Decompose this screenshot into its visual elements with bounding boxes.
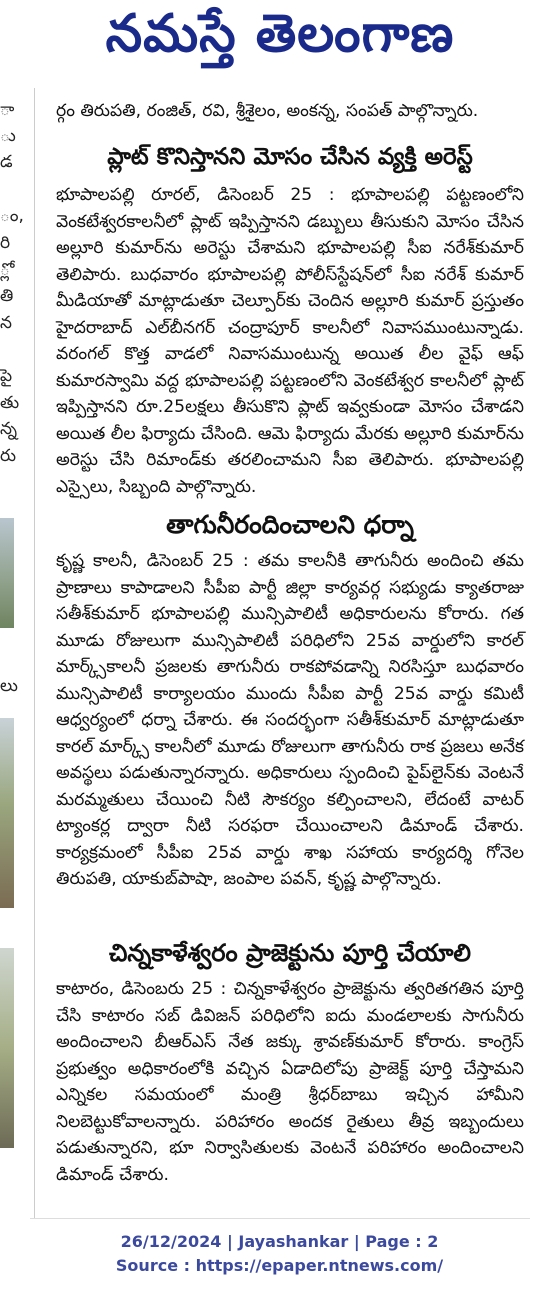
fragment: రి [0,233,11,253]
photo-fragment [0,518,14,628]
article-2 [56,508,524,893]
masthead-title: నమస్తే తెలంగాణ [105,3,455,64]
headline: ప్లాట్ కొనిస్తానని మోసం చేసిన వ్యక్తి అరెస్ట్ [107,144,473,170]
fragment: న్న [0,419,17,439]
fragment: ్లో [0,260,10,280]
fragment: తి [0,286,14,306]
fragment: పై [0,366,13,386]
headline: చిన్నకాళేశ్వరం ప్రాజెక్టును పూర్తి చేయాలి [108,939,472,967]
article-1 [56,140,524,500]
carryover-text [56,98,524,125]
photo-fragment [0,948,14,1148]
adjacent-column-strip [0,88,30,1218]
fragment: ం, [0,206,24,226]
article-3 [56,936,524,1188]
carryover-paragraph: ర్గం తిరుపతి, రంజిత్, రవి, శ్రీశైలం, అంకన్న, సంపత్ పాల్గొన్నారు. [56,101,479,121]
footer-dateline: 26/12/2024 | Jayashankar | Page : 2 [120,1232,439,1251]
footer-divider [30,1218,530,1219]
fragment: ా [0,100,15,120]
fragment: లు [0,676,18,696]
column-divider [34,88,35,1218]
photo-fragment [0,718,14,908]
article-body: కృష్ణ కాలనీ, డిసెంబర్ 25 : తమ కాలనీకి తాగునీరు అందించి తమ ప్రాణాలు కాపాడాలని సీపీఐ పార్టీ జిల్లా కార్యవర్గ సభ్యుడు క్యాతరాజు సతీశ్‌కుమార్ భూపాలపల్లి మున్సిపాలిటీ అధికారులను కోరారు. గత మూడు రోజులుగా మున్సిపాలిటీ పరిధిలోని 25వ వార్డులోని కారల్ మార్క్స్‌కాలనీ ప్రజలకు తాగునీరు రాకపోవడాన్ని నిరసిస్తూ బుధవారం మున్సిపాలిటీ కార్యాలయం ముందు సీపీఐ పార్టీ 25వ వార్డు కమిటీ ఆధ్వర్యంలో ధర్నా చేశారు. ఈ సందర్భంగా సతీశ్‌కుమార్ మాట్లాడుతూ కారల్ మార్క్స్ కాలనీలో మూడు రోజులుగా తాగునీరు రాక ప్రజలు అనేక అవస్థలు పడుతున్నారన్నారు. అధికారులు స్పందించి పైప్‌లైన్‌కు వెంటనే మరమ్మతులు చేయించి నీటి సౌకర్యం కల్పించాలని, లేదంటే వాటర్ ట్యాంకర్ల ద్వారా నీటి సరఫరా చేయించాలని డిమాండ్ చేశారు. కార్యక్రమంలో సీపీఐ 25వ వార్డు శాఖ సహాయ కార్యదర్శి గోనెల తిరుపతి, యాకుబ్‌పాషా, జంపాల పవన్, కృష్ణ పాల్గొన్నారు. [56,551,524,889]
headline: తాగునీరందించాలని ధర్నా [166,510,414,539]
fragment: తు [0,393,20,413]
masthead-logo [40,0,520,80]
fragment: న [0,313,12,333]
footer-source: Source : https://epaper.ntnews.com/ [115,1256,444,1275]
clipping [0,88,559,1218]
fragment: ు [0,126,16,146]
article-body: భూపాలపల్లి రూరల్, డిసెంబర్ 25 : భూపాలపల్లి పట్టణంలోని వెంకటేశ్వరకాలనీలో ప్లాట్ ఇప్పిస్తానని డబ్బులు తీసుకుని మోసం చేసిన అల్లూరి కుమార్‌ను అరెస్టు చేశామని భూపాలపల్లి సీఐ నరేశ్‌కుమార్ తెలిపారు. బుధవారం భూపాలపల్లి పోలీస్‌స్టేషన్‌లో సీఐ నరేశ్ కుమార్ మీడియాతో మాట్లాడుతూ చెల్పూర్‌కు చెందిన అల్లూరి కుమార్ ప్రస్తుతం హైదరాబాద్ ఎల్‌బీనగర్ చంద్రాపూర్ కాలనీలో నివాసముంటున్నాడు. వరంగల్ కొత్త వాడలో నివాసముంటున్న అయిత లీల వైఫ్ ఆఫ్ కుమారస్వామి వద్ద భూపాలపల్లి పట్టణంలోని వెంకటేశ్వర కాలనీలో ప్లాట్ ఇప్పిస్తానని రూ.25లక్షలు తీసుకొని ప్లాట్ ఇవ్వకుండా మోసం చేశాడని అయిత లీల ఫిర్యాదు చేసింది. ఆమె ఫిర్యాదు మేరకు అల్లూరి కుమార్‌ను అరెస్టు చేసి రిమాండ్‌కు తరలించామని సీఐ తెలిపారు. భూపాలపల్లి ఎస్సైలు, సిబ్బంది పాల్గొన్నారు. [56,185,524,497]
fragment: డ [0,152,13,172]
fragment: రు [0,446,16,466]
article-body: కాటారం, డిసెంబరు 25 : చిన్నకాళేశ్వరం ప్రాజెక్టును త్వరితగతిన పూర్తి చేసి కాటారం సబ్ డివిజన్ పరిధిలోని ఐదు మండలాలకు సాగునీరు అందించాలని బీఆర్‌ఎస్ నేత జక్కు శ్రావణ్‌కుమార్ కోరారు. కాంగ్రెస్ ప్రభుత్వం అధికారంలోకి వచ్చిన ఏడాదిలోపు ప్రాజెక్ట్ పూర్తి చేస్తామని ఎన్నికల సమయంలో మంత్రి శ్రీధర్‌బాబు ఇచ్చిన హామీని నిలబెట్టుకోవాలన్నారు. పరిహారం అందక రైతులు తీవ్ర ఇబ్బందులు పడుతున్నారని, భూ నిర్వాసితులకు వెంటనే పరిహారం అందించాలని డిమాండ్ చేశారు. [56,979,524,1185]
